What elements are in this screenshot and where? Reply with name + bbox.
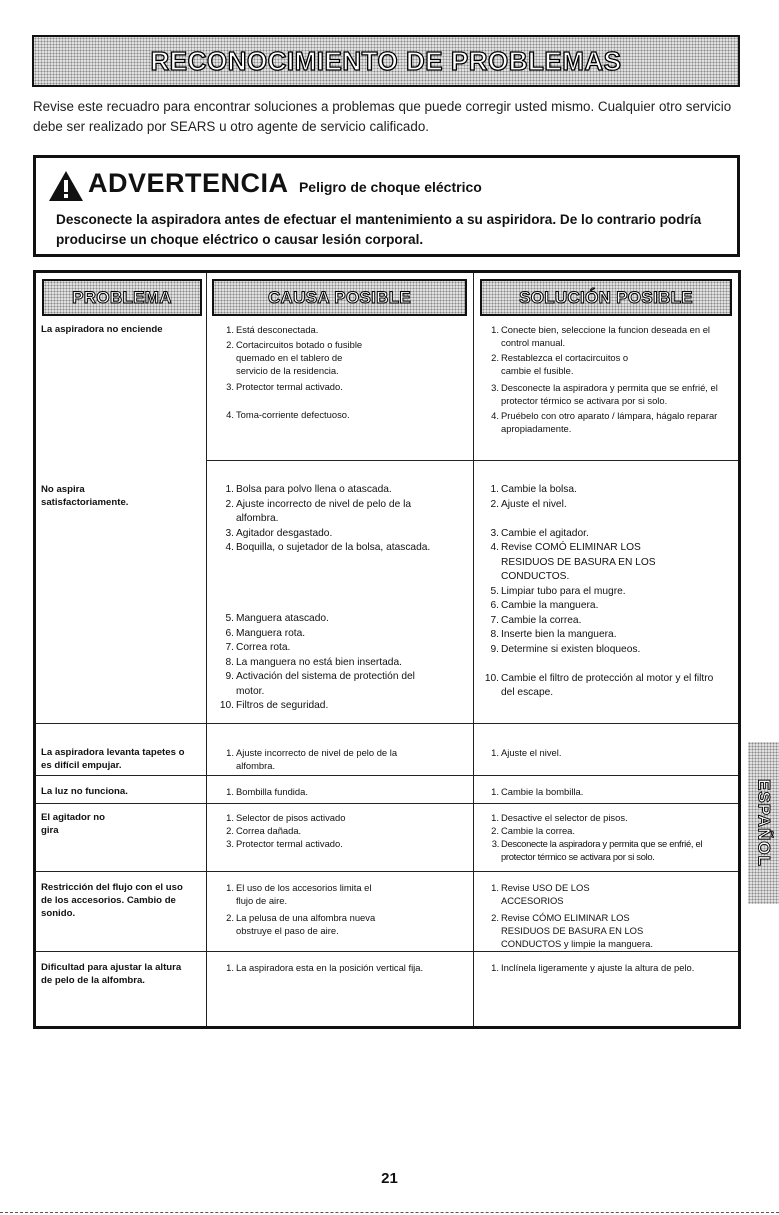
problem-levanta-tapetes: La aspiradora levanta tapetes o es difícil empujar.: [41, 747, 185, 771]
list-item: 7. Correa rota.: [225, 642, 291, 653]
list-item: 1. Está desconectada.: [226, 324, 319, 335]
problem-agitador: El agitador no gira: [41, 812, 105, 836]
list-item: 9. Activación del sistema de protectión del motor.: [225, 671, 415, 697]
list-item: 1. Cambie la bombilla.: [491, 786, 584, 797]
list-item: 1. Cambie la bolsa.: [490, 484, 577, 495]
solutions-restriccion: [486, 881, 738, 950]
list-item: 5. Limpiar tubo para el mugre.: [490, 585, 626, 597]
causes-no-aspira: [221, 483, 476, 714]
list-item: 6. Cambie la manguera.: [490, 600, 599, 611]
list-item: 7. Cambie la correa.: [490, 614, 582, 626]
list-item: 10. Cambie el filtro de protección al motor y el filtro del escape.: [484, 672, 714, 698]
language-tab: [748, 742, 779, 904]
causes-altura: [221, 961, 476, 974]
row-divider: [36, 951, 738, 952]
list-item: 4. Boquilla, o sujetador de la bolsa, atascada.: [225, 542, 431, 553]
header-problem-label: PROBLEMA: [72, 287, 172, 307]
header-problem: [42, 279, 202, 316]
list-item: 3. Desconecte la aspiradora y permita que se enfrié, el protector térmico se activara por si solo.: [491, 382, 718, 406]
list-item: 2. Cortacircuitos botado o fusible quemado en el tablero de servicio de la residencia.: [226, 339, 363, 376]
solutions-luz: [486, 785, 738, 798]
list-item: 4. Revise COMÓ ELIMINAR LOS RESIDUOS DE BASURA EN LOS CONDUCTOS.: [490, 542, 656, 582]
list-item: 4. Toma-corriente defectuoso.: [226, 409, 350, 420]
solutions-levanta-tapetes: [486, 746, 738, 759]
causes-agitador: [221, 811, 476, 850]
header-solution-label: SOLUCIÓN POSIBLE: [519, 287, 693, 307]
solutions-agitador: [486, 811, 738, 863]
intro-text: Revise este recuadro para encontrar soluciones a problemas que puede corregir usted mismo. Cualquier otro servicio debe ser realizado por SEARS u otro agente de servicio calificado.: [33, 99, 732, 134]
warning-text: Desconecte la aspiradora antes de efectuar el mantenimiento a su aspiridora. De lo contrario podría producirse un choque eléctrico o causar lesión corporal.: [56, 212, 702, 247]
row-divider: [36, 775, 738, 776]
list-item: 1. Selector de pisos activado: [226, 812, 346, 823]
list-item: 3. Protector termal activado.: [226, 838, 343, 849]
list-item: 8. Inserte bien la manguera.: [490, 629, 617, 640]
causes-no-enciende: [221, 323, 476, 421]
bottom-rule: [0, 1212, 779, 1214]
list-item: 2. Restablezca el cortacircuitos o cambie el fusible.: [491, 352, 629, 376]
causes-levanta-tapetes: [221, 746, 476, 772]
list-item: 1. Bombilla fundida.: [226, 786, 308, 797]
troubleshooting-table: [33, 270, 741, 1029]
language-tab-label: ESPAÑOL: [754, 779, 774, 867]
list-item: 1. El uso de los accesorios limita el flujo de aire.: [226, 882, 372, 906]
list-item: 2. Ajuste el nivel.: [490, 498, 567, 510]
problem-no-aspira: No aspira satisfactoriamente.: [41, 484, 129, 508]
list-item: 6. Manguera rota.: [225, 627, 306, 639]
list-item: 1. La aspiradora esta en la posición vertical fija.: [226, 962, 424, 973]
list-item: 1. Conecte bien, seleccione la funcion deseada en el control manual.: [491, 324, 711, 348]
list-item: 8. La manguera no está bien insertada.: [225, 656, 402, 668]
problem-no-enciende: La aspiradora no enciende: [41, 324, 163, 335]
warning-subtitle: Peligro de choque eléctrico: [298, 179, 482, 195]
page-title: RECONOCIMIENTO DE PROBLEMAS: [150, 45, 622, 76]
header-solution: [480, 279, 732, 316]
title-banner: [32, 35, 740, 87]
warning-triangle-icon: [48, 170, 84, 202]
causes-luz: [221, 785, 476, 798]
header-cause: [212, 279, 467, 316]
causes-restriccion: [221, 881, 476, 937]
list-item: 3. Protector termal activado.: [226, 381, 343, 392]
problem-restriccion: Restricción del flujo con el uso de los accesorios. Cambio de sonido.: [41, 882, 183, 919]
solutions-no-enciende: [486, 323, 738, 435]
list-item: 1. Desactive el selector de pisos.: [491, 812, 628, 823]
problem-altura: Dificultad para ajustar la altura de pelo de la alfombra.: [41, 962, 182, 986]
list-item: 1. Ajuste incorrecto de nivel de pelo de la alfombra.: [226, 747, 398, 771]
list-item: 1. Revise USO DE LOS ACCESORIOS: [491, 882, 590, 906]
column-divider: [206, 273, 207, 1026]
solutions-no-aspira: [486, 483, 738, 701]
list-item: 5. Manguera atascado.: [225, 613, 329, 624]
list-item: 4. Pruébelo con otro aparato / lámpara, hágalo reparar apropiadamente.: [491, 410, 718, 434]
list-item: 2. Correa dañada.: [226, 825, 302, 836]
list-item: 2. La pelusa de una alfombra nueva obstruye el paso de aire.: [226, 912, 376, 936]
warning-heading: [88, 168, 482, 199]
list-item: 1. Bolsa para polvo llena o atascada.: [225, 484, 392, 495]
row-divider: [36, 723, 738, 724]
warning-box: [33, 155, 740, 257]
list-item: 2. Cambie la correa.: [491, 825, 575, 836]
warning-title: ADVERTENCIA: [88, 168, 289, 198]
list-item: 3. Desconecte la aspiradora y permita que se enfrié, el protector térmico se activara por si solo.: [491, 838, 703, 862]
list-item: 3. Cambie el agitador.: [490, 527, 589, 539]
list-item: 1. Ajuste el nivel.: [491, 747, 562, 758]
row-divider: [206, 460, 738, 461]
list-item: 2. Ajuste incorrecto de nivel de pelo de la alfombra.: [225, 498, 411, 524]
list-item: 2. Revise CÓMO ELIMINAR LOS RESIDUOS DE BASURA EN LOS CONDUCTOS y limpie la manguera.: [491, 912, 653, 949]
solutions-altura: [486, 961, 738, 974]
header-cause-label: CAUSA POSIBLE: [267, 287, 412, 307]
page-number: 21: [381, 1170, 398, 1187]
list-item: 10. Filtros de seguridad.: [219, 700, 329, 711]
list-item: 9. Determine si existen bloqueos.: [490, 643, 641, 655]
row-divider: [36, 803, 738, 804]
row-divider: [36, 871, 738, 872]
list-item: 1. Inclínela ligeramente y ajuste la altura de pelo.: [491, 962, 695, 973]
list-item: 3. Agitador desgastado.: [225, 527, 333, 539]
problem-luz: La luz no funciona.: [41, 786, 128, 797]
